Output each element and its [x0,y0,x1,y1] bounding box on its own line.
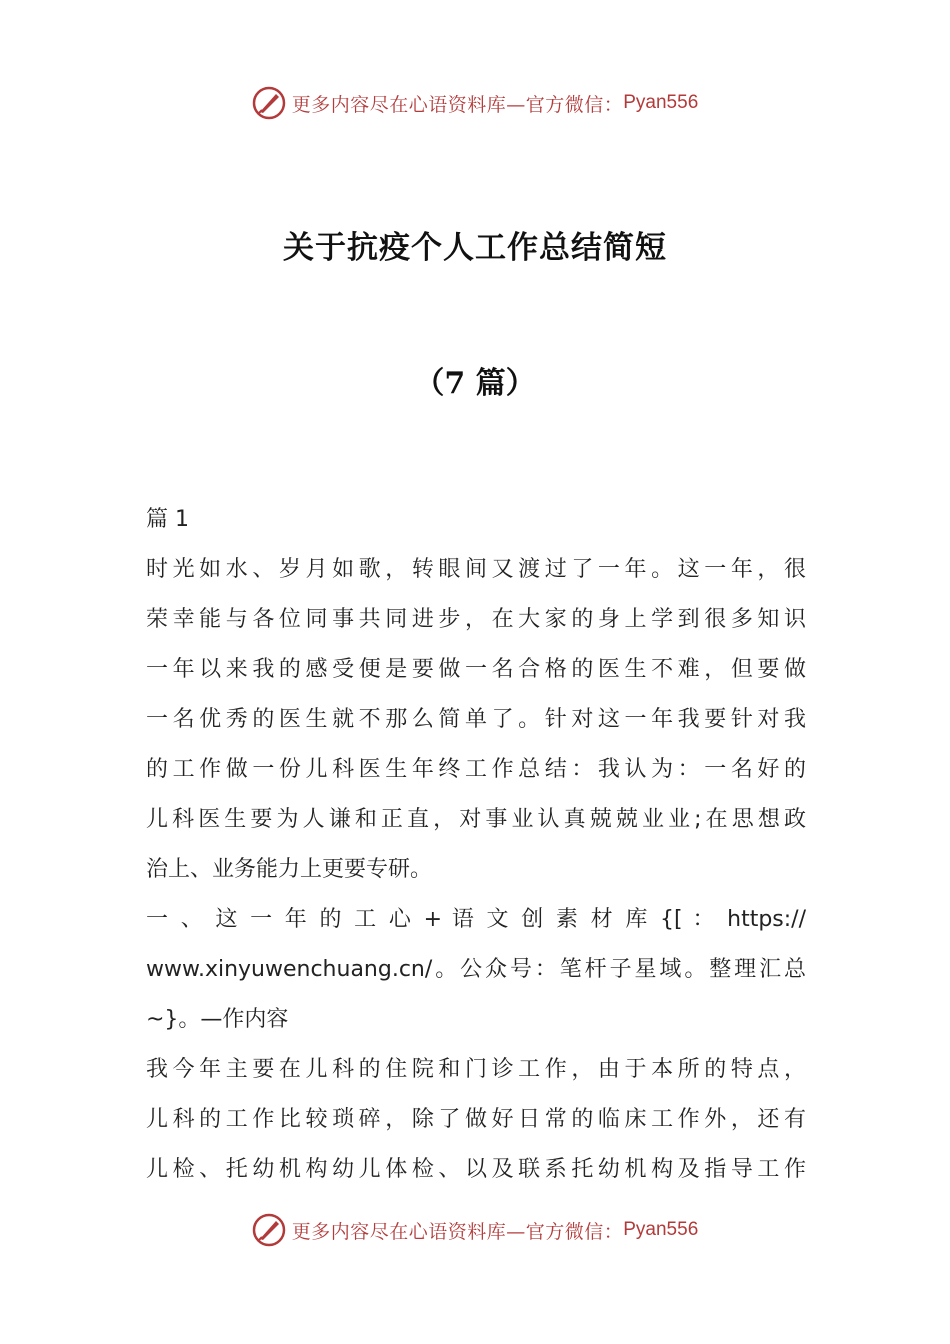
body-line: 荣幸能与各位同事共同进步，在大家的身上学到很多知识 [146,607,806,632]
body-line: 一 、 这 一 年 的 工 心 + 语 文 创 素 材 库 {[ ： https:// [146,907,806,932]
quill-pen-logo-icon [252,1213,286,1247]
document-title: 关于抗疫个人工作总结简短 [283,230,667,266]
header-banner-text: 更多内容尽在心语资料库—官方微信： [291,93,624,116]
quill-pen-logo-icon [252,86,286,120]
body-line: 的工作做一份儿科医生年终工作总结：我认为：一名好的 [146,757,806,782]
footer-banner-wechat-id: Pyan556 [623,1219,699,1240]
body-line: 我今年主要在儿科的住院和门诊工作，由于本所的特点， [146,1057,806,1082]
document-subtitle: （7 篇） [414,366,536,401]
body-line: www.xinyuwenchuang.cn/。公众号：笔杆子星域。整理汇总 [146,957,806,982]
body-line: 一名优秀的医生就不那么简单了。针对这一年我要针对我 [146,707,806,732]
body-line: 儿检、托幼机构幼儿体检、以及联系托幼机构及指导工作 [146,1157,806,1182]
header-banner [0,83,950,123]
body-line: ~}。—作内容 [146,1007,289,1032]
body-line: 儿科医生要为人谦和正直，对事业认真兢兢业业;在思想政 [146,807,806,832]
body-line: 时光如水、岁月如歌，转眼间又渡过了一年。这一年，很 [146,557,806,582]
section-label: 篇 1 [146,507,189,532]
document-body [146,495,806,1195]
footer-banner-text: 更多内容尽在心语资料库—官方微信： [291,1220,624,1243]
header-banner-wechat-id: Pyan556 [623,92,699,113]
body-line: 儿科的工作比较琐碎，除了做好日常的临床工作外，还有 [146,1107,806,1132]
body-line: 治上、业务能力上更要专研。 [146,857,433,882]
body-line: 一年以来我的感受便是要做一名合格的医生不难，但要做 [146,657,806,682]
footer-banner [0,1210,950,1250]
